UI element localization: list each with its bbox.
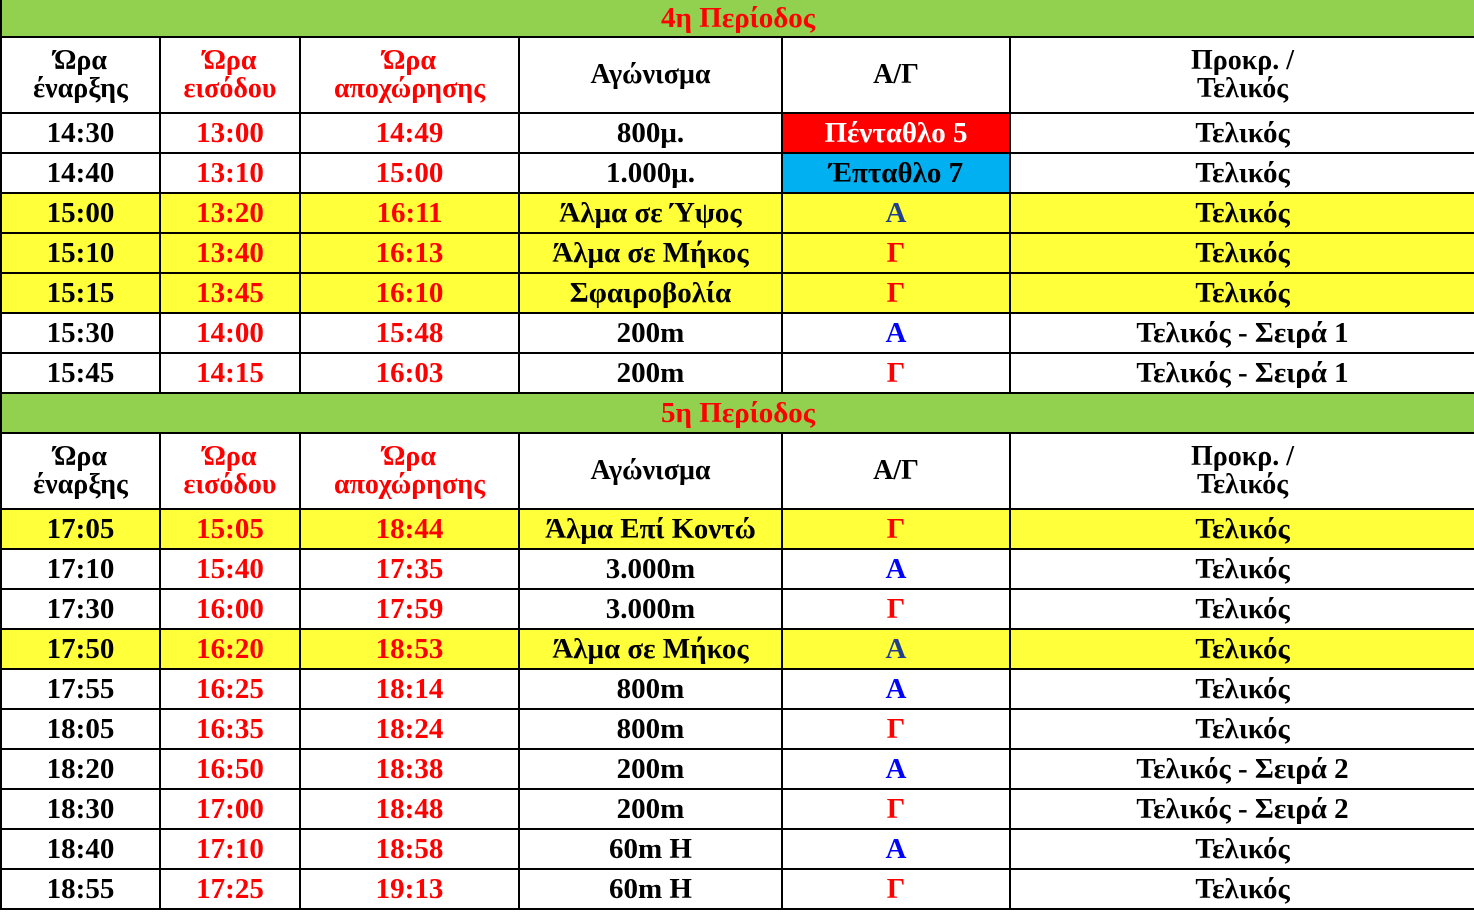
exit-time-cell: 18:24 — [300, 709, 519, 749]
exit-time-cell: 18:14 — [300, 669, 519, 709]
age-group-cell: Α — [782, 629, 1010, 669]
event-cell: 1.000μ. — [519, 153, 782, 193]
round-cell: Τελικός — [1010, 273, 1474, 313]
age-group-cell: Α — [782, 749, 1010, 789]
period-title: 4η Περίοδος — [1, 0, 1474, 37]
table-row — [1, 789, 1474, 829]
exit-time-cell: 15:48 — [300, 313, 519, 353]
header-event-text: Αγώνισμα — [590, 455, 711, 486]
exit-time-cell: 14:49 — [300, 113, 519, 153]
start-time-cell: 15:10 — [1, 233, 160, 273]
start-time-cell: 14:30 — [1, 113, 160, 153]
entry-time-cell: 16:20 — [160, 629, 300, 669]
header-round-text: Τελικός — [1196, 469, 1289, 500]
table-row — [1, 709, 1474, 749]
age-group-cell: Γ — [782, 869, 1010, 909]
schedule-body — [1, 0, 1474, 909]
round-cell: Τελικός - Σειρά 2 — [1010, 749, 1474, 789]
header-entry — [160, 433, 300, 509]
age-group-cell: Α — [782, 193, 1010, 233]
entry-time-cell: 14:15 — [160, 353, 300, 393]
header-round — [1010, 433, 1474, 509]
entry-time-cell: 14:00 — [160, 313, 300, 353]
header-entry-text: Ώρα — [203, 45, 257, 76]
age-group-cell: Πένταθλο 5 — [782, 113, 1010, 153]
period-title: 5η Περίοδος — [1, 393, 1474, 433]
round-cell: Τελικός - Σειρά 2 — [1010, 789, 1474, 829]
table-row — [1, 829, 1474, 869]
exit-time-cell: 19:13 — [300, 869, 519, 909]
start-time-cell: 15:30 — [1, 313, 160, 353]
table-row — [1, 549, 1474, 589]
header-event — [519, 433, 782, 509]
header-ag-text: Α/Γ — [873, 59, 919, 90]
event-cell: 800μ. — [519, 113, 782, 153]
age-group-cell: Α — [782, 669, 1010, 709]
start-time-cell: 15:15 — [1, 273, 160, 313]
header-exit-text: αποχώρησης — [333, 73, 486, 104]
header-row — [1, 433, 1474, 509]
exit-time-cell: 17:35 — [300, 549, 519, 589]
event-cell: Άλμα σε Μήκος — [519, 233, 782, 273]
start-time-cell: 14:40 — [1, 153, 160, 193]
round-cell: Τελικός - Σειρά 1 — [1010, 313, 1474, 353]
table-row — [1, 509, 1474, 549]
start-time-cell: 15:45 — [1, 353, 160, 393]
header-ag — [782, 433, 1010, 509]
header-ag-text: Α/Γ — [873, 455, 919, 486]
header-start — [1, 37, 160, 113]
header-round — [1010, 37, 1474, 113]
header-event-text: Αγώνισμα — [590, 59, 711, 90]
entry-time-cell: 13:20 — [160, 193, 300, 233]
exit-time-cell: 18:53 — [300, 629, 519, 669]
round-cell: Τελικός — [1010, 549, 1474, 589]
exit-time-cell: 16:13 — [300, 233, 519, 273]
age-group-cell: Α — [782, 313, 1010, 353]
table-row — [1, 749, 1474, 789]
header-round-text: Προκρ. / — [1190, 45, 1295, 76]
round-cell: Τελικός — [1010, 153, 1474, 193]
exit-time-cell: 16:11 — [300, 193, 519, 233]
entry-time-cell: 16:50 — [160, 749, 300, 789]
round-cell: Τελικός — [1010, 193, 1474, 233]
exit-time-cell: 18:48 — [300, 789, 519, 829]
round-cell: Τελικός — [1010, 869, 1474, 909]
start-time-cell: 17:50 — [1, 629, 160, 669]
event-cell: 200m — [519, 313, 782, 353]
header-start-text: Ώρα — [53, 45, 108, 76]
exit-time-cell: 18:58 — [300, 829, 519, 869]
age-group-cell: Α — [782, 549, 1010, 589]
entry-time-cell: 17:00 — [160, 789, 300, 829]
start-time-cell: 17:05 — [1, 509, 160, 549]
event-cell: 200m — [519, 353, 782, 393]
table-row — [1, 353, 1474, 393]
table-row — [1, 669, 1474, 709]
event-cell: 200m — [519, 749, 782, 789]
header-row — [1, 37, 1474, 113]
table-row — [1, 233, 1474, 273]
entry-time-cell: 15:05 — [160, 509, 300, 549]
header-exit-text: Ώρα — [382, 441, 437, 472]
header-entry-text: εισόδου — [183, 469, 277, 500]
round-cell: Τελικός — [1010, 709, 1474, 749]
event-cell: 3.000m — [519, 589, 782, 629]
event-cell: 3.000m — [519, 549, 782, 589]
entry-time-cell: 13:00 — [160, 113, 300, 153]
age-group-cell: Γ — [782, 233, 1010, 273]
header-exit-text: Ώρα — [382, 45, 437, 76]
table-row — [1, 869, 1474, 909]
header-ag — [782, 37, 1010, 113]
header-exit — [300, 37, 519, 113]
age-group-cell: Γ — [782, 509, 1010, 549]
entry-time-cell: 15:40 — [160, 549, 300, 589]
round-cell: Τελικός — [1010, 113, 1474, 153]
event-cell: Άλμα σε Μήκος — [519, 629, 782, 669]
entry-time-cell: 13:10 — [160, 153, 300, 193]
entry-time-cell: 16:35 — [160, 709, 300, 749]
entry-time-cell: 17:10 — [160, 829, 300, 869]
round-cell: Τελικός — [1010, 829, 1474, 869]
age-group-cell: Γ — [782, 789, 1010, 829]
table-row — [1, 113, 1474, 153]
header-entry-text: εισόδου — [183, 73, 277, 104]
event-cell: Άλμα σε Ύψος — [519, 193, 782, 233]
round-cell: Τελικός — [1010, 509, 1474, 549]
event-cell: Σφαιροβολία — [519, 273, 782, 313]
exit-time-cell: 16:10 — [300, 273, 519, 313]
entry-time-cell: 13:40 — [160, 233, 300, 273]
header-exit-text: αποχώρησης — [333, 469, 486, 500]
table-row — [1, 589, 1474, 629]
entry-time-cell: 16:00 — [160, 589, 300, 629]
event-cell: 200m — [519, 789, 782, 829]
round-cell: Τελικός — [1010, 233, 1474, 273]
header-start-text: έναρξης — [33, 469, 128, 500]
start-time-cell: 18:30 — [1, 789, 160, 829]
age-group-cell: Έπταθλο 7 — [782, 153, 1010, 193]
event-cell: Άλμα Επί Κοντώ — [519, 509, 782, 549]
start-time-cell: 17:55 — [1, 669, 160, 709]
entry-time-cell: 13:45 — [160, 273, 300, 313]
age-group-cell: Γ — [782, 353, 1010, 393]
round-cell: Τελικός — [1010, 669, 1474, 709]
table-row — [1, 153, 1474, 193]
event-cell: 800m — [519, 709, 782, 749]
header-start-text: Ώρα — [53, 441, 108, 472]
start-time-cell: 18:55 — [1, 869, 160, 909]
round-cell: Τελικός — [1010, 629, 1474, 669]
start-time-cell: 17:30 — [1, 589, 160, 629]
header-exit — [300, 433, 519, 509]
header-round-text: Προκρ. / — [1190, 441, 1295, 472]
start-time-cell: 18:20 — [1, 749, 160, 789]
start-time-cell: 15:00 — [1, 193, 160, 233]
entry-time-cell: 17:25 — [160, 869, 300, 909]
table-row — [1, 629, 1474, 669]
event-cell: 60m Η — [519, 869, 782, 909]
header-event — [519, 37, 782, 113]
event-cell: 60m Η — [519, 829, 782, 869]
table-row — [1, 193, 1474, 233]
header-entry-text: Ώρα — [203, 441, 257, 472]
age-group-cell: Γ — [782, 273, 1010, 313]
exit-time-cell: 18:38 — [300, 749, 519, 789]
age-group-cell: Γ — [782, 589, 1010, 629]
round-cell: Τελικός - Σειρά 1 — [1010, 353, 1474, 393]
exit-time-cell: 15:00 — [300, 153, 519, 193]
exit-time-cell: 16:03 — [300, 353, 519, 393]
start-time-cell: 17:10 — [1, 549, 160, 589]
exit-time-cell: 17:59 — [300, 589, 519, 629]
age-group-cell: Α — [782, 829, 1010, 869]
period-title-row — [1, 393, 1474, 433]
period-title-row — [1, 0, 1474, 37]
age-group-cell: Γ — [782, 709, 1010, 749]
entry-time-cell: 16:25 — [160, 669, 300, 709]
round-cell: Τελικός — [1010, 589, 1474, 629]
exit-time-cell: 18:44 — [300, 509, 519, 549]
start-time-cell: 18:40 — [1, 829, 160, 869]
header-start-text: έναρξης — [33, 73, 128, 104]
table-row — [1, 313, 1474, 353]
event-cell: 800m — [519, 669, 782, 709]
start-time-cell: 18:05 — [1, 709, 160, 749]
table-row — [1, 273, 1474, 313]
header-round-text: Τελικός — [1196, 73, 1289, 104]
header-start — [1, 433, 160, 509]
header-entry — [160, 37, 300, 113]
